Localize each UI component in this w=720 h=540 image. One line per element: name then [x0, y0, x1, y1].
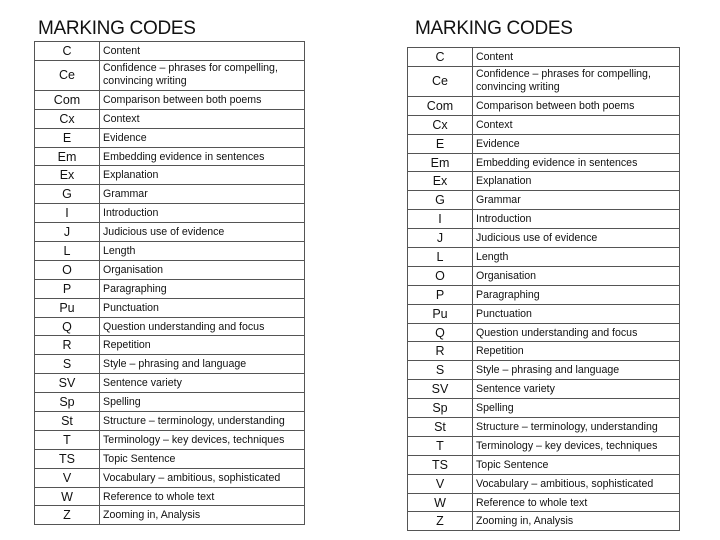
- table-row: [408, 153, 680, 172]
- table-row: [408, 455, 680, 474]
- table-row: [35, 185, 305, 204]
- marking-codes-table: [407, 47, 680, 531]
- table-row: [408, 66, 680, 96]
- code-cell: W: [408, 493, 473, 512]
- description-cell: Context: [100, 109, 305, 128]
- description-cell: Structure – terminology, understanding: [100, 412, 305, 431]
- table-row: [408, 399, 680, 418]
- code-cell: P: [408, 285, 473, 304]
- table-row: [35, 166, 305, 185]
- code-cell: W: [35, 487, 100, 506]
- code-cell: Pu: [35, 298, 100, 317]
- description-cell: Repetition: [473, 342, 680, 361]
- code-cell: S: [35, 355, 100, 374]
- description-cell: Explanation: [100, 166, 305, 185]
- table-row: [35, 336, 305, 355]
- table-row: [35, 42, 305, 61]
- description-cell: Topic Sentence: [100, 449, 305, 468]
- code-cell: V: [408, 474, 473, 493]
- description-cell: Evidence: [100, 128, 305, 147]
- description-cell: Embedding evidence in sentences: [473, 153, 680, 172]
- code-cell: Ex: [408, 172, 473, 191]
- table-row: [408, 229, 680, 248]
- description-cell: Organisation: [473, 266, 680, 285]
- description-cell: Terminology – key devices, techniques: [100, 430, 305, 449]
- description-cell: Introduction: [100, 204, 305, 223]
- code-cell: E: [35, 128, 100, 147]
- code-cell: R: [35, 336, 100, 355]
- table-row: [408, 304, 680, 323]
- table-row: [408, 361, 680, 380]
- code-cell: Ce: [35, 60, 100, 90]
- code-cell: Sp: [408, 399, 473, 418]
- code-cell: V: [35, 468, 100, 487]
- description-cell: Comparison between both poems: [473, 96, 680, 115]
- description-cell: Introduction: [473, 210, 680, 229]
- description-cell: Vocabulary – ambitious, sophisticated: [100, 468, 305, 487]
- panel-title: MARKING CODES: [38, 18, 196, 39]
- code-cell: P: [35, 279, 100, 298]
- table-row: [35, 128, 305, 147]
- code-cell: Com: [408, 96, 473, 115]
- table-row: [35, 374, 305, 393]
- table-row: [35, 355, 305, 374]
- table-row: [408, 266, 680, 285]
- description-cell: Confidence – phrases for compelling, convincing writing: [100, 60, 305, 90]
- description-cell: Question understanding and focus: [473, 323, 680, 342]
- description-cell: Explanation: [473, 172, 680, 191]
- code-cell: R: [408, 342, 473, 361]
- table-row: [35, 260, 305, 279]
- table-row: [408, 210, 680, 229]
- code-cell: I: [35, 204, 100, 223]
- table-row: [408, 115, 680, 134]
- description-cell: Spelling: [100, 393, 305, 412]
- description-cell: Punctuation: [473, 304, 680, 323]
- table-row: [35, 449, 305, 468]
- code-cell: Em: [35, 147, 100, 166]
- code-cell: Ex: [35, 166, 100, 185]
- table-row: [35, 109, 305, 128]
- table-row: [35, 204, 305, 223]
- panel-title: MARKING CODES: [415, 18, 573, 39]
- code-cell: C: [408, 48, 473, 67]
- table-row: [408, 134, 680, 153]
- code-cell: E: [408, 134, 473, 153]
- description-cell: Punctuation: [100, 298, 305, 317]
- code-cell: Q: [408, 323, 473, 342]
- table-row: [408, 474, 680, 493]
- code-cell: SV: [35, 374, 100, 393]
- table-row: [35, 90, 305, 109]
- code-cell: L: [408, 248, 473, 267]
- table-row: [35, 430, 305, 449]
- description-cell: Embedding evidence in sentences: [100, 147, 305, 166]
- table-row: [35, 223, 305, 242]
- table-row: [408, 48, 680, 67]
- description-cell: Comparison between both poems: [100, 90, 305, 109]
- table-row: [408, 191, 680, 210]
- code-cell: G: [35, 185, 100, 204]
- code-cell: TS: [408, 455, 473, 474]
- description-cell: Style – phrasing and language: [473, 361, 680, 380]
- description-cell: Paragraphing: [473, 285, 680, 304]
- code-cell: Ce: [408, 66, 473, 96]
- code-cell: SV: [408, 380, 473, 399]
- code-cell: S: [408, 361, 473, 380]
- marking-codes-panel-right: [407, 18, 680, 531]
- code-cell: I: [408, 210, 473, 229]
- code-cell: Cx: [35, 109, 100, 128]
- table-row: [408, 512, 680, 531]
- table-row: [35, 60, 305, 90]
- description-cell: Topic Sentence: [473, 455, 680, 474]
- description-cell: Sentence variety: [473, 380, 680, 399]
- description-cell: Repetition: [100, 336, 305, 355]
- code-cell: Com: [35, 90, 100, 109]
- table-row: [408, 436, 680, 455]
- code-cell: J: [408, 229, 473, 248]
- description-cell: Structure – terminology, understanding: [473, 418, 680, 437]
- table-row: [35, 147, 305, 166]
- table-row: [35, 506, 305, 525]
- description-cell: Zooming in, Analysis: [473, 512, 680, 531]
- code-cell: Sp: [35, 393, 100, 412]
- code-cell: St: [35, 412, 100, 431]
- table-row: [408, 96, 680, 115]
- table-row: [35, 412, 305, 431]
- description-cell: Length: [100, 242, 305, 261]
- code-cell: C: [35, 42, 100, 61]
- code-cell: Z: [408, 512, 473, 531]
- code-cell: TS: [35, 449, 100, 468]
- description-cell: Terminology – key devices, techniques: [473, 436, 680, 455]
- description-cell: Content: [473, 48, 680, 67]
- marking-codes-panel-left: [34, 18, 305, 525]
- description-cell: Style – phrasing and language: [100, 355, 305, 374]
- description-cell: Reference to whole text: [473, 493, 680, 512]
- description-cell: Zooming in, Analysis: [100, 506, 305, 525]
- code-cell: Z: [35, 506, 100, 525]
- code-cell: Cx: [408, 115, 473, 134]
- description-cell: Grammar: [473, 191, 680, 210]
- table-row: [35, 317, 305, 336]
- code-cell: J: [35, 223, 100, 242]
- table-row: [408, 380, 680, 399]
- code-cell: L: [35, 242, 100, 261]
- description-cell: Paragraphing: [100, 279, 305, 298]
- description-cell: Spelling: [473, 399, 680, 418]
- code-cell: Q: [35, 317, 100, 336]
- code-cell: Em: [408, 153, 473, 172]
- description-cell: Length: [473, 248, 680, 267]
- description-cell: Evidence: [473, 134, 680, 153]
- marking-codes-table: [34, 41, 305, 525]
- description-cell: Reference to whole text: [100, 487, 305, 506]
- description-cell: Context: [473, 115, 680, 134]
- table-row: [35, 468, 305, 487]
- code-cell: St: [408, 418, 473, 437]
- description-cell: Judicious use of evidence: [100, 223, 305, 242]
- table-row: [408, 172, 680, 191]
- code-cell: O: [35, 260, 100, 279]
- table-row: [408, 248, 680, 267]
- code-cell: Pu: [408, 304, 473, 323]
- table-row: [35, 242, 305, 261]
- description-cell: Vocabulary – ambitious, sophisticated: [473, 474, 680, 493]
- description-cell: Organisation: [100, 260, 305, 279]
- description-cell: Content: [100, 42, 305, 61]
- table-row: [35, 487, 305, 506]
- code-cell: G: [408, 191, 473, 210]
- table-row: [35, 393, 305, 412]
- table-row: [35, 298, 305, 317]
- description-cell: Judicious use of evidence: [473, 229, 680, 248]
- description-cell: Grammar: [100, 185, 305, 204]
- code-cell: O: [408, 266, 473, 285]
- description-cell: Sentence variety: [100, 374, 305, 393]
- table-row: [408, 342, 680, 361]
- description-cell: Confidence – phrases for compelling, convincing writing: [473, 66, 680, 96]
- table-row: [408, 323, 680, 342]
- description-cell: Question understanding and focus: [100, 317, 305, 336]
- table-row: [408, 285, 680, 304]
- table-row: [35, 279, 305, 298]
- table-row: [408, 493, 680, 512]
- code-cell: T: [408, 436, 473, 455]
- table-row: [408, 418, 680, 437]
- code-cell: T: [35, 430, 100, 449]
